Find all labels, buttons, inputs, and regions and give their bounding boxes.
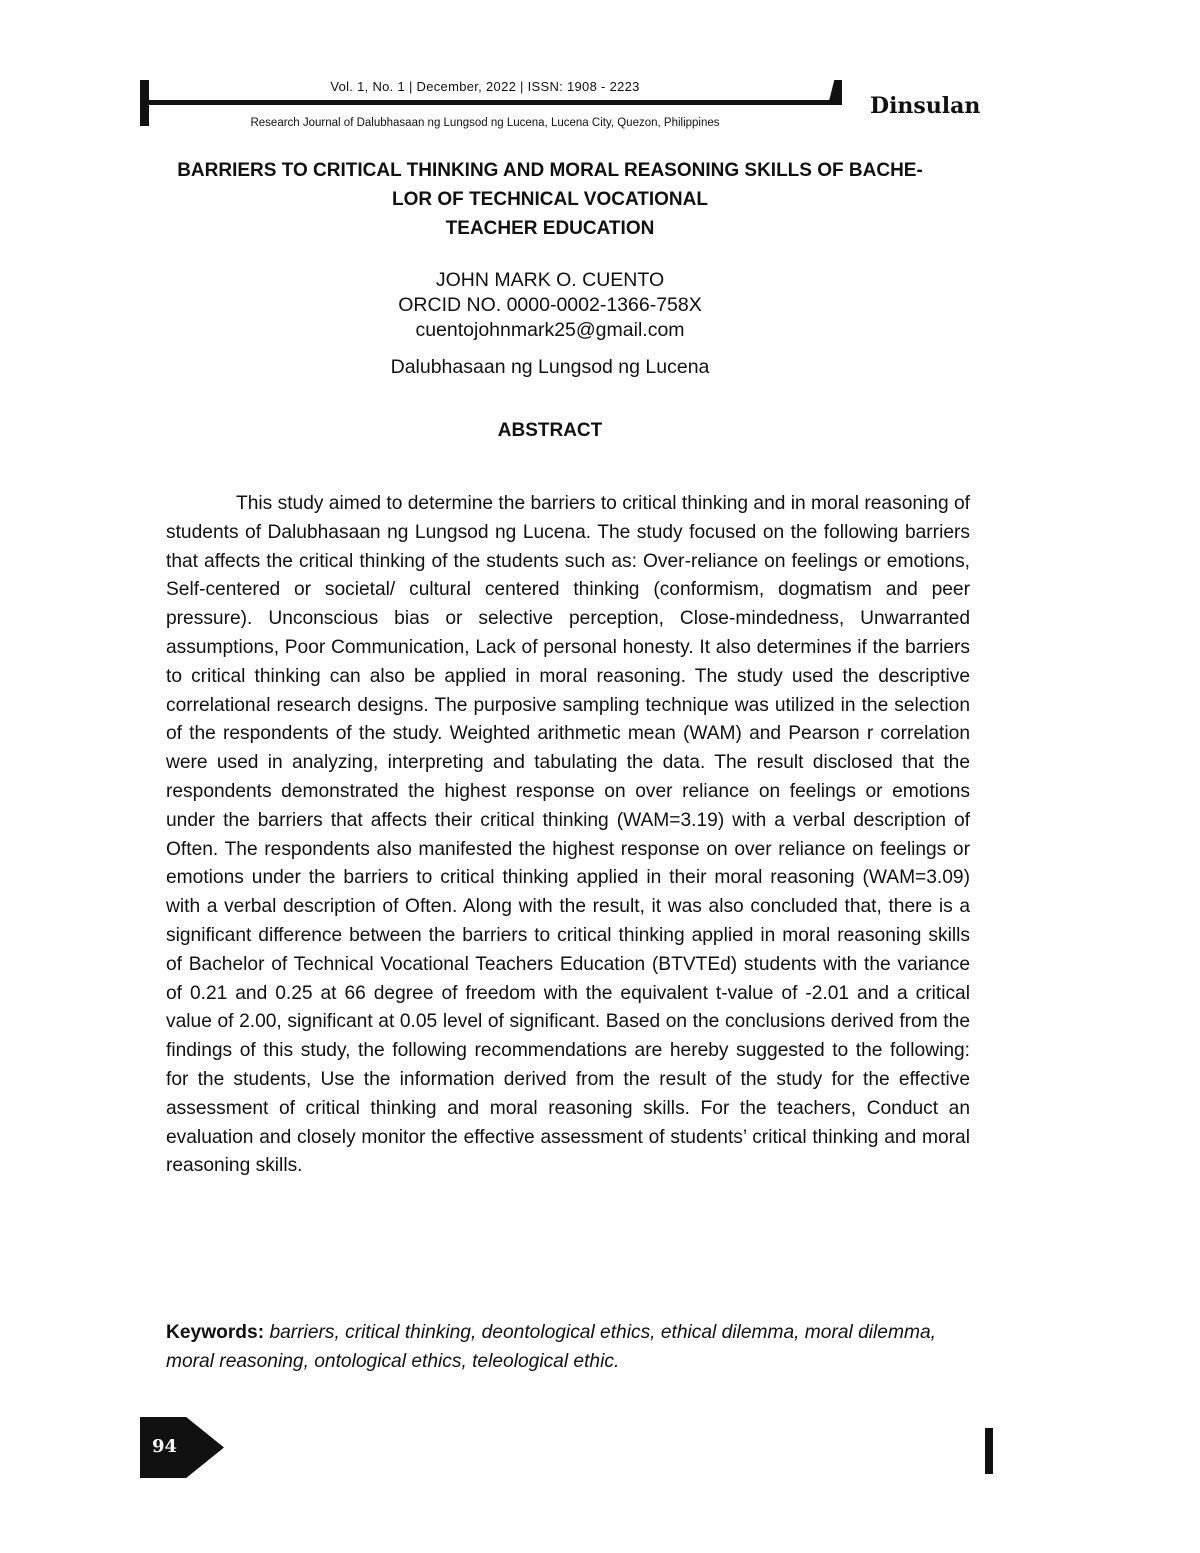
orcid-number: ORCID NO. 0000-0002-1366-758X bbox=[398, 294, 702, 316]
keywords bbox=[166, 1318, 970, 1376]
journal-name: Dinsulan bbox=[870, 93, 981, 119]
paper-title bbox=[150, 156, 950, 243]
title-line: LOR OF TECHNICAL VOCATIONAL bbox=[392, 189, 708, 210]
header-rule bbox=[140, 100, 840, 105]
author-block bbox=[150, 268, 950, 343]
page-number: 94 bbox=[152, 1436, 178, 1457]
author-affiliation: Dalubhasaan ng Lungsod ng Lucena bbox=[390, 356, 710, 378]
keywords-list: barriers, critical thinking, deontological ethics, ethical dilemma, moral dilemma, moral reasoning, ontological ethics, teleological ethic. bbox=[166, 1322, 936, 1372]
author-name: JOHN MARK O. CUENTO bbox=[435, 269, 665, 291]
keywords-label: Keywords: bbox=[166, 1322, 265, 1343]
title-line: BARRIERS TO CRITICAL THINKING AND MORAL REASONING SKILLS OF BACHE- bbox=[177, 160, 923, 181]
abstract-body: This study aimed to determine the barriers to critical thinking and in moral reasoning of students of Dalubhasaan ng Lungsod ng Lucena. The study focused on the following barriers that affects the critical thinking of the students such as: Over-reliance on feelings or emotions, Self-centered or societal/ cultural centered thinking (conformism, dogmatism and peer pressure). Unconscious bias or selective perception, Close-mindedness, Unwarranted assumptions, Poor Communication, Lack of personal honesty. It also determines if the barriers to critical thinking can also be applied in moral reasoning. The study used the descriptive correlational research designs. The purposive sampling technique was utilized in the selection of the respondents of the study. Weighted arithmetic mean (WAM) and Pearson r correlation were used in analyzing, interpreting and tabulating the data. The result disclosed that the respondents demonstrated the highest response on over reliance on feelings or emotions under the barriers that affects their critical thinking (WAM=3.19) with a verbal description of Often. The respondents also manifested the highest response on over reliance on feelings or emotions under the barriers to critical thinking applied in their moral reasoning (WAM=3.09) with a verbal description of Often. Along with the result, it was also concluded that, there is a significant difference between the barriers to critical thinking applied in moral reasoning skills of Bachelor of Technical Vocational Teachers Education (BTVTEd) students with the variance of 0.21 and 0.25 at 66 degree of freedom with the equivalent t-value of -2.01 and a critical value of 2.00, significant at 0.05 level of significant. Based on the conclusions derived from the findings of this study, the following recommendations are hereby suggested to the following: for the students, Use the information derived from the result of the study for the effective assessment of critical thinking and moral reasoning skills. For the teachers, Conduct an evaluation and closely monitor the effective assessment of students’ critical thinking and moral reasoning skills. bbox=[166, 493, 970, 1177]
journal-subtitle: Research Journal of Dalubhasaan ng Lungsod ng Lucena, Lucena City, Quezon, Philippines bbox=[250, 117, 720, 129]
footer-bar bbox=[985, 1428, 993, 1474]
volume-info: Vol. 1, No. 1 | December, 2022 | ISSN: 1908 - 2223 bbox=[330, 79, 640, 94]
title-line: TEACHER EDUCATION bbox=[445, 218, 655, 239]
abstract-heading: ABSTRACT bbox=[497, 420, 603, 441]
header-rule-end bbox=[828, 80, 842, 105]
author-email: cuentojohnmark25@gmail.com bbox=[415, 319, 685, 341]
